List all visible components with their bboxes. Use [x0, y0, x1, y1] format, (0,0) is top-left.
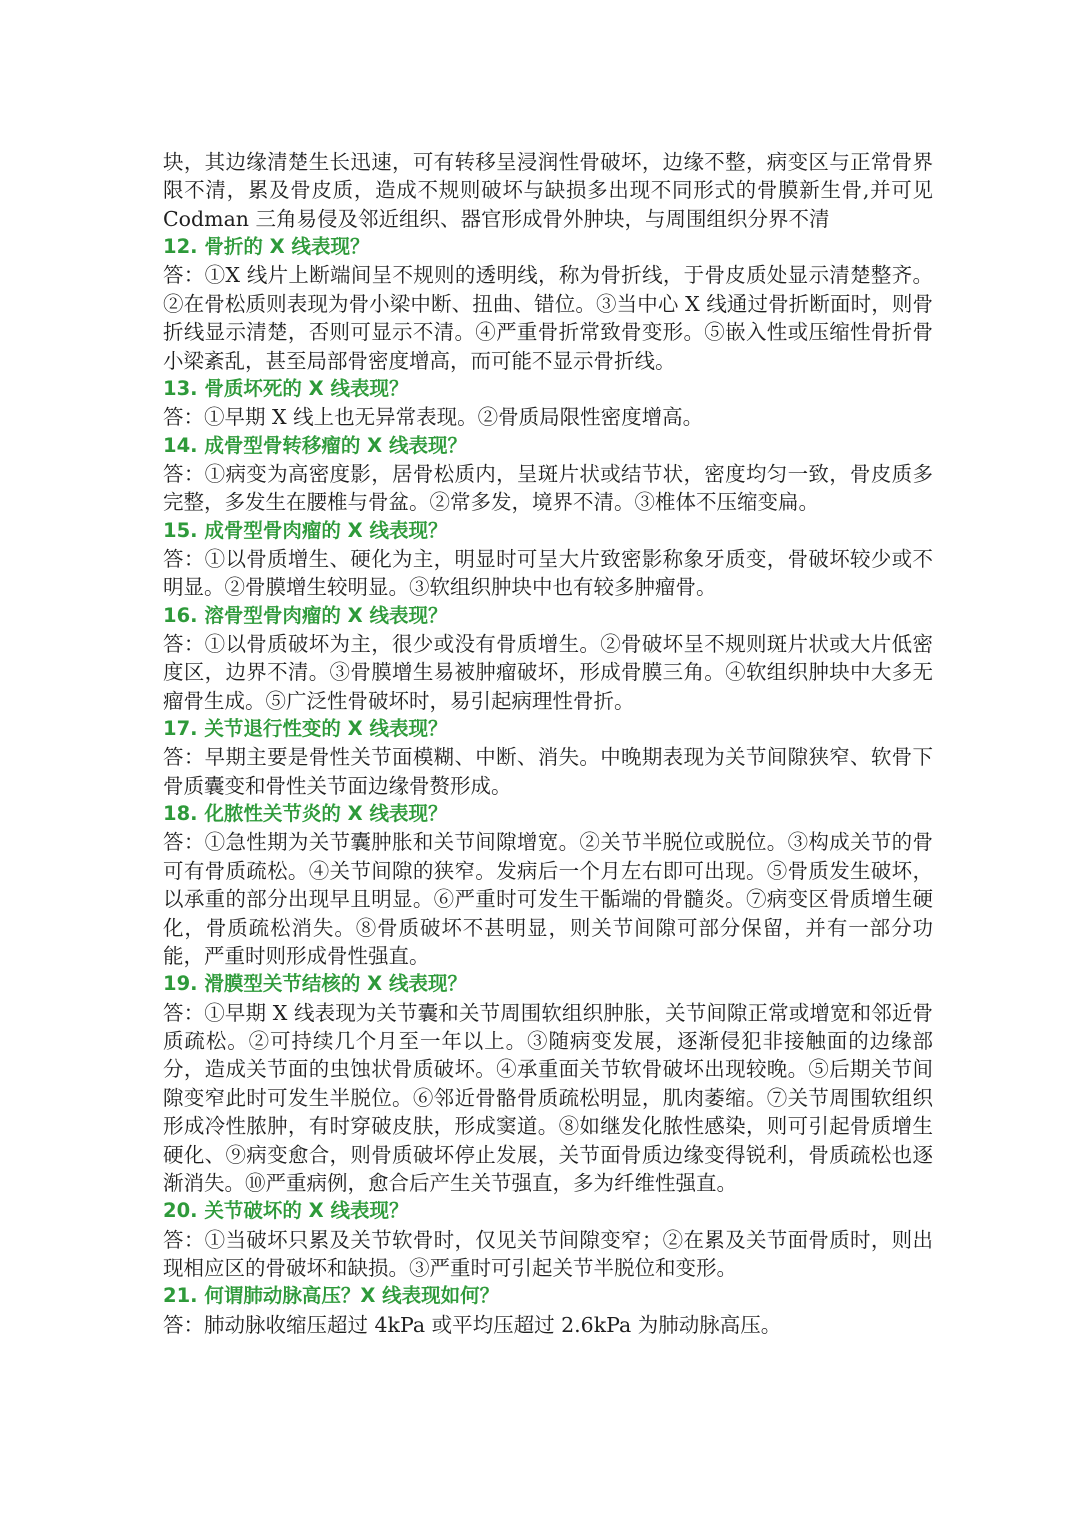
answer-text: 答：早期主要是骨性关节面模糊、中断、消失。中晚期表现为关节间隙狭窄、软骨下骨质囊变和骨性关节面边缘骨赘形成。 — [163, 745, 933, 798]
question-heading: 17. 关节退行性变的 X 线表现？ — [163, 717, 448, 741]
question-heading: 12. 骨折的 X 线表现？ — [163, 235, 370, 259]
answer-text: 答：①早期 X 线上也无异常表现。②骨质局限性密度增高。 — [163, 405, 704, 430]
question-heading: 14. 成骨型骨转移瘤的 X 线表现？ — [163, 433, 467, 457]
qa-item-17 — [163, 715, 933, 800]
answer-text: 答：①急性期为关节囊肿胀和关节间隙增宽。②关节半脱位或脱位。③构成关节的骨可有骨质疏松。④关节间隙的狭窄。发病后一个月左右即可出现。⑤骨质发生破坏，以承重的部分出现早且明显。⑥严重时可发生干骺端的骨髓炎。⑦病变区骨质增生硬化，骨质疏松消失。⑧骨质破坏不甚明显，则关节间隙可部分保留，并有一部分功能，严重时则形成骨性强直。 — [163, 830, 933, 968]
document-page — [163, 148, 933, 1339]
answer-text: 答：①当破坏只累及关节软骨时，仅见关节间隙变窄；②在累及关节面骨质时，则出现相应区的骨破坏和缺损。③严重时可引起关节半脱位和变形。 — [163, 1227, 933, 1281]
question-heading: 21. 何谓肺动脉高压？X 线表现如何？ — [163, 1284, 500, 1308]
answer-text: 答：肺动脉收缩压超过 4kPa 或平均压超过 2.6kPa 为肺动脉高压。 — [163, 1312, 782, 1337]
qa-item-20 — [163, 1197, 933, 1282]
question-heading: 19. 滑膜型关节结核的 X 线表现？ — [163, 972, 467, 996]
answer-text: 答：①以骨质增生、硬化为主，明显时可呈大片致密影称象牙质变，骨破坏较少或不明显。②骨膜增生较明显。③软组织肿块中也有较多肿瘤骨。 — [163, 546, 933, 600]
qa-item-18 — [163, 800, 933, 970]
answer-text: 答：①以骨质破坏为主，很少或没有骨质增生。②骨破坏呈不规则斑片状或大片低密度区，边界不清。③骨膜增生易被肿瘤破坏，形成骨膜三角。④软组织肿块中大多无瘤骨生成。⑤广泛性骨破坏时，易引起病理性骨折。 — [163, 631, 933, 713]
qa-item-15 — [163, 517, 933, 602]
qa-item-16 — [163, 602, 933, 715]
qa-item-14 — [163, 432, 933, 517]
qa-item-19 — [163, 970, 933, 1197]
qa-item-12 — [163, 233, 933, 375]
qa-item-13 — [163, 375, 933, 432]
answer-text: 答：①早期 X 线表现为关节囊和关节周围软组织肿胀，关节间隙正常或增宽和邻近骨质疏松。②可持续几个月至一年以上。③随病变发展，逐渐侵犯非接触面的边缘部分，造成关节面的虫蚀状骨质破坏。④承重面关节软骨破坏出现较晚。⑤后期关节间隙变窄此时可发生半脱位。⑥邻近骨骼骨质疏松明显，肌肉萎缩。⑦关节周围软组织形成冷性脓肿，有时穿破皮肤，形成窦道。⑧如继发化脓性感染，则可引起骨质增生硬化、⑨病变愈合，则骨质破坏停止发展，关节面骨质边缘变得锐利，骨质疏松也逐渐消失。⑩严重病例，愈合后产生关节强直，多为纤维性强直。 — [163, 1000, 933, 1195]
question-heading: 18. 化脓性关节炎的 X 线表现？ — [163, 802, 448, 826]
answer-text: 答：①病变为高密度影，居骨松质内，呈斑片状或结节状，密度均匀一致，骨皮质多完整，多发生在腰椎与骨盆。②常多发，境界不清。③椎体不压缩变扁。 — [163, 461, 933, 515]
question-heading: 15. 成骨型骨肉瘤的 X 线表现？ — [163, 518, 448, 542]
answer-text: 答：①X 线片上断端间呈不规则的透明线，称为骨折线，于骨皮质处显示清楚整齐。②在骨松质则表现为骨小梁中断、扭曲、错位。③当中心 X 线通过骨折断面时，则骨折线显示清楚，否则可显示不清。④严重骨折常致骨变形。⑤嵌入性或压缩性骨折骨小梁紊乱，甚至局部骨密度增高，而可能不显示骨折线。 — [163, 263, 933, 373]
question-heading: 20. 关节破坏的 X 线表现？ — [163, 1199, 409, 1223]
question-heading: 13. 骨质坏死的 X 线表现？ — [163, 377, 409, 401]
intro-paragraph: 块，其边缘清楚生长迅速，可有转移呈浸润性骨破坏，边缘不整，病变区与正常骨界限不清，累及骨皮质，造成不规则破坏与缺损多出现不同形式的骨膜新生骨,并可见 Codman 三角易侵及邻近组织、器官形成骨外肿块，与周围组织分界不清 — [163, 150, 933, 231]
qa-item-21 — [163, 1282, 933, 1339]
question-heading: 16. 溶骨型骨肉瘤的 X 线表现？ — [163, 603, 448, 627]
